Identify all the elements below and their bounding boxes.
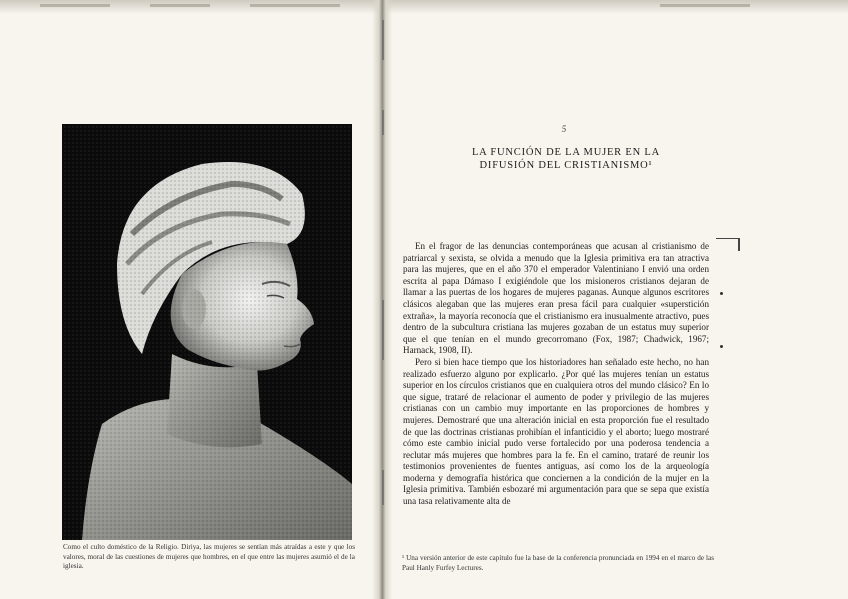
gutter-speck — [382, 20, 384, 60]
page-top-edge — [0, 0, 848, 14]
scan-smudge — [660, 4, 750, 7]
gutter-speck — [382, 110, 384, 135]
chapter-title-line: LA FUNCIÓN DE LA MUJER EN LA — [471, 147, 661, 158]
bust-photograph — [62, 124, 352, 540]
body-paragraph: En el fragor de las denuncias contemporáneas que acusan al cristianismo de patriarcal y sexista, se olvida a menudo que la Iglesia primitiva era tan atractiva para las mujeres, que en el año 370 el emperador Valentiniano I envió una orden escrita al papa Dámaso I exigiéndole que los misioneros cristianos dejaran de llamar a las puertas de los hogares de mujeres paganas. Aunque algunos escritores clásicos alegaban que las mujeres eran presa fácil para cualquier «superstición extraña», la mayoría reconocía que el cristianismo era inusualmente atractivo, pues dentro de la subcultura cristiana las mujeres gozaban de un estatus muy superior que el que tenían en el mundo grecorromano (Fox, 1987; Chadwick, 1967; Harnack, 1908, II). — [403, 241, 709, 356]
chapter-title-line: DIFUSIÓN DEL CRISTIANISMO¹ — [479, 160, 653, 171]
scan-smudge — [250, 4, 340, 7]
margin-tick — [720, 345, 723, 348]
margin-annotation-mark — [716, 238, 740, 251]
footnote: ¹ Una versión anterior de este capítulo fue la base de la conferencia pronunciada en 1994 en el marco de las Paul Hanly Furfey Lectures. — [402, 554, 714, 572]
gutter-speck — [382, 300, 384, 360]
scan-smudge — [40, 4, 110, 7]
margin-tick — [720, 292, 723, 295]
chapter-body — [403, 241, 709, 508]
photo-caption: Como el culto doméstico de la Religio. Diriya, las mujeres se sentían más atraídas a este y que los valores, moral de las cuestiones de mujeres que hombres, en el que entre las mujeres asumió el de la iglesia. — [63, 543, 355, 571]
bust-illustration — [62, 124, 352, 540]
gutter-speck — [382, 470, 384, 505]
scan-smudge — [150, 4, 210, 7]
chapter-title — [455, 146, 677, 172]
body-paragraph: Pero si bien hace tiempo que los historiadores han señalado este hecho, no han realizado esfuerzo alguno por explicarlo. ¿Por qué las mujeres tenían un estatus superior en los círculos cristianos que en cualquiera otros del mundo clásico? En lo que sigue, trataré de relacionar el aumento de poder y privilegio de las mujeres cristianas con un cambio muy importante en las proporciones de hombres y mujeres. Demostraré que una alteración inicial en esta proporción fue el resultado de que las doctrinas cristianas prohibían el infanticidio y el aborto; luego mostraré cómo este cambio inicial pudo verse fortalecido por una poderosa tendencia a reclutar más mujeres que hombres para la fe. En el camino, trataré de reunir los testimonios provenientes de fuentes antiguas, así como los de la arqueología moderna y demografía histórica que conciernen a la condición de la mujer en la Iglesia primitiva. También esbozaré mi argumentación para que se sepa que existía una tasa relativamente alta de — [403, 356, 709, 507]
chapter-number: 5 — [561, 124, 567, 134]
